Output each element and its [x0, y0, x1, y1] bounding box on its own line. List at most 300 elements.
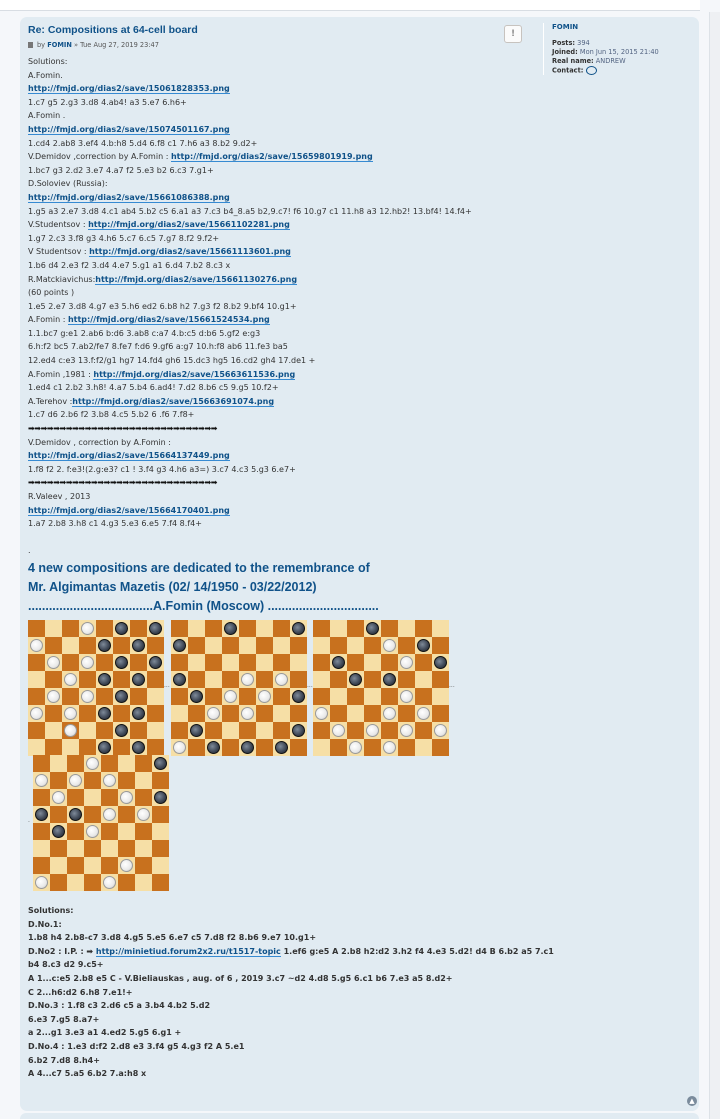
board-square	[256, 671, 273, 688]
content-line: 1.1.bc7 g:e1 2.ab6 b:d6 3.ab8 c:a7 4.b:c5 d:b6 5.gf2 e:g3	[28, 328, 261, 338]
board-square	[79, 637, 96, 654]
post-title[interactable]: Re: Compositions at 64-cell board	[28, 24, 198, 36]
board-square	[398, 688, 415, 705]
board-square	[118, 789, 135, 806]
black-piece	[190, 724, 203, 737]
post-icon[interactable]	[28, 42, 33, 48]
board-square	[432, 654, 449, 671]
board-square	[84, 806, 101, 823]
board-square	[79, 722, 96, 739]
board-square	[205, 705, 222, 722]
board-square	[152, 823, 169, 840]
board-square	[45, 739, 62, 756]
board-square	[79, 654, 96, 671]
board-square	[152, 840, 169, 857]
content-line: 1.e5 2.e7 3.d8 4.g7 e3 5.h6 ed2 6.b8 h2 7.g3 f2 8.b2 9.bf4 10.g1+	[28, 301, 297, 311]
board-square	[364, 705, 381, 722]
board-square	[101, 806, 118, 823]
post-link[interactable]: http://fmjd.org/dias2/save/15061828353.png	[28, 84, 230, 94]
board-square	[364, 671, 381, 688]
board-square	[33, 789, 50, 806]
white-piece	[241, 707, 254, 720]
board-square	[188, 722, 205, 739]
board-square	[67, 806, 84, 823]
board-square	[381, 671, 398, 688]
board-square	[290, 654, 307, 671]
board-square	[152, 874, 169, 891]
board-square	[50, 772, 67, 789]
black-piece	[275, 741, 288, 754]
board-square	[364, 739, 381, 756]
black-piece	[115, 656, 128, 669]
black-piece	[241, 741, 254, 754]
dedication-line: Mr. Algimantas Mazetis (02/ 14/1950 - 03/22/2012)	[28, 579, 317, 594]
post-link[interactable]: http://fmjd.org/dias2/save/15663611536.png	[93, 369, 296, 379]
solution-line: 6.e3 7.g5 8.a7+	[28, 1014, 100, 1024]
board-square	[135, 823, 152, 840]
board-square	[96, 705, 113, 722]
black-piece	[349, 673, 362, 686]
board-square	[67, 840, 84, 857]
board-square	[171, 637, 188, 654]
board-square	[347, 688, 364, 705]
white-piece	[383, 639, 396, 652]
board-square	[101, 789, 118, 806]
board-square	[50, 789, 67, 806]
white-piece	[64, 724, 77, 737]
board-square	[50, 857, 67, 874]
board-square	[45, 722, 62, 739]
separator-dots: ...	[307, 681, 313, 689]
solution-line: 6.b2 7.d8 8.h4+	[28, 1055, 100, 1065]
board-square	[330, 620, 347, 637]
board-square	[313, 722, 330, 739]
board-square	[79, 671, 96, 688]
board-square	[118, 823, 135, 840]
board-square	[432, 671, 449, 688]
board-square	[330, 654, 347, 671]
board-square	[130, 722, 147, 739]
board-square	[79, 705, 96, 722]
board-square	[381, 722, 398, 739]
white-piece	[81, 622, 94, 635]
board-square	[205, 671, 222, 688]
content-line: R.Valeev , 2013	[28, 492, 91, 501]
content-line: 1.b6 d4 2.e3 f2 3.d4 4.e7 5.g1 a1 6.d4 7.b2 8.c3 x	[28, 260, 231, 270]
board-square	[28, 620, 45, 637]
white-piece	[64, 673, 77, 686]
board-square	[330, 705, 347, 722]
content-line: 1.cd4 2.ab8 3.ef4 4.b:h8 5.d4 6.f8 c1 7.h6 a3 8.b2 9.d2+	[28, 138, 258, 148]
white-piece	[224, 690, 237, 703]
board-square	[222, 722, 239, 739]
board-square	[415, 637, 432, 654]
content-line: 1.g5 a3 2.e7 3.d8 4.c1 ab4 5.b2 c5 6.a1 a3 7.c3 b4_8.a5 b2,9.c7! f6 10.g7 c1 11.h8 a3 12.hb2! 13.bf4! 14.f4+	[28, 206, 472, 216]
board-square	[290, 671, 307, 688]
checkers-board-1[interactable]	[28, 620, 164, 756]
board-square	[96, 654, 113, 671]
realname-value: ANDREW	[595, 57, 626, 65]
contact-icon[interactable]	[586, 66, 597, 75]
white-piece	[30, 639, 43, 652]
board-square	[256, 722, 273, 739]
profile-username[interactable]: FOMIN	[552, 23, 579, 31]
checkers-board-3[interactable]	[313, 620, 449, 756]
board-square	[45, 705, 62, 722]
post-author[interactable]: FOMIN	[47, 41, 72, 49]
board-square	[118, 874, 135, 891]
board-square	[273, 688, 290, 705]
board-square	[222, 671, 239, 688]
board-square	[398, 671, 415, 688]
scrollbar[interactable]	[709, 12, 720, 1119]
board-square	[290, 688, 307, 705]
content-line: 1.c7 d6 2.b6 f2 3.b8 4.c5 5.b2 6 .f6 7.f8+	[28, 410, 195, 420]
solution-line: D.No.4 : 1.e3 d:f2 2.d8 e3 3.f4 g5 4.g3 f2 A 5.e1	[28, 1041, 245, 1051]
board-square	[205, 637, 222, 654]
white-piece	[103, 774, 116, 787]
board-square	[205, 654, 222, 671]
content-line: A.Fomin ,1981 :	[28, 369, 94, 379]
board-square	[381, 620, 398, 637]
contact-label: Contact:	[552, 66, 584, 75]
board-square	[171, 722, 188, 739]
board-square	[415, 620, 432, 637]
black-piece	[149, 656, 162, 669]
board-square	[79, 739, 96, 756]
board-square	[290, 722, 307, 739]
post-link[interactable]: http://fmjd.org/dias2/save/15661086388.png	[28, 192, 230, 202]
black-piece	[154, 791, 167, 804]
report-button[interactable]	[504, 25, 522, 43]
board-square	[62, 739, 79, 756]
board-square	[313, 705, 330, 722]
board-square	[84, 772, 101, 789]
post-link[interactable]: http://fmjd.org/dias2/save/15664137449.png	[28, 451, 230, 461]
board-square	[222, 654, 239, 671]
content-line: (60 points )	[28, 288, 75, 298]
board-square	[432, 722, 449, 739]
board-square	[205, 739, 222, 756]
board-square	[84, 823, 101, 840]
board-square	[135, 772, 152, 789]
white-piece	[103, 876, 116, 889]
board-square	[101, 772, 118, 789]
board-square	[188, 654, 205, 671]
black-piece	[115, 724, 128, 737]
solution-line: 1.ef6 g:e5 A 2.b8 h2:d2 3.h2 f4 4.e3 5.d2! d4 B 6.b2 a5 7.c1	[280, 946, 554, 956]
board-square	[135, 840, 152, 857]
board-square	[171, 739, 188, 756]
board-square	[135, 789, 152, 806]
white-piece	[241, 673, 254, 686]
board-square	[273, 637, 290, 654]
white-piece	[47, 656, 60, 669]
board-square	[33, 840, 50, 857]
white-piece	[383, 741, 396, 754]
post-link[interactable]: http://minietiud.forum2x2.ru/t1517-topic	[95, 946, 281, 956]
back-to-top-icon[interactable]: ▲	[687, 1096, 697, 1106]
board-square	[67, 823, 84, 840]
black-piece	[190, 690, 203, 703]
content-line: V.Demidov ,correction by A.Fomin :	[28, 152, 171, 162]
black-piece	[366, 622, 379, 635]
board-square	[313, 637, 330, 654]
board-square	[45, 620, 62, 637]
board-square	[130, 620, 147, 637]
post-link[interactable]: http://fmjd.org/dias2/save/15661130276.png	[95, 274, 298, 284]
board-square	[50, 823, 67, 840]
board-square	[130, 671, 147, 688]
board-square	[313, 739, 330, 756]
white-piece	[400, 656, 413, 669]
white-piece	[35, 876, 48, 889]
post-container	[20, 17, 699, 1111]
content-line: R.Matckiavichus:	[28, 274, 96, 284]
white-piece	[434, 724, 447, 737]
post-date: » Tue Aug 27, 2019 23:47	[73, 41, 159, 49]
board-square	[313, 671, 330, 688]
board-square	[101, 823, 118, 840]
board-square	[290, 705, 307, 722]
board-square	[147, 705, 164, 722]
black-piece	[224, 622, 237, 635]
board-square	[147, 722, 164, 739]
board-diagrams	[28, 620, 538, 895]
board-square	[347, 620, 364, 637]
report-icon: !	[510, 29, 516, 39]
solution-line: D.No.3 : 1.f8 c3 2.d6 c5 a 3.b4 4.b2 5.d2	[28, 1001, 211, 1011]
board-square	[347, 637, 364, 654]
board-square	[28, 671, 45, 688]
board-square	[415, 688, 432, 705]
board-square	[135, 857, 152, 874]
board-square	[113, 637, 130, 654]
white-piece	[86, 757, 99, 770]
board-square	[347, 739, 364, 756]
by-label: by	[37, 41, 46, 49]
board-square	[256, 637, 273, 654]
board-square	[45, 688, 62, 705]
board-square	[398, 722, 415, 739]
board-square	[290, 637, 307, 654]
board-square	[273, 739, 290, 756]
white-piece	[86, 825, 99, 838]
post-link[interactable]: http://fmjd.org/dias2/save/15074501167.png	[28, 124, 230, 134]
board-square	[101, 857, 118, 874]
board-square	[415, 722, 432, 739]
board-square	[381, 637, 398, 654]
board-square	[364, 637, 381, 654]
board-square	[188, 705, 205, 722]
posts-count[interactable]: 394	[577, 39, 590, 47]
board-square	[118, 755, 135, 772]
post-link[interactable]: http://fmjd.org/dias2/save/15661524534.png	[67, 315, 270, 325]
joined-date: Mon Jun 15, 2015 21:40	[579, 48, 659, 56]
board-square	[62, 654, 79, 671]
board-square	[330, 722, 347, 739]
white-piece	[120, 859, 133, 872]
white-piece	[52, 791, 65, 804]
board-square	[432, 637, 449, 654]
board-square	[45, 671, 62, 688]
joined-label: Joined:	[552, 48, 578, 56]
board-square	[79, 620, 96, 637]
board-square	[222, 688, 239, 705]
board-square	[33, 806, 50, 823]
solution-line: C 2...h6:d2 6.h8 7.e1!+	[28, 987, 133, 997]
board-square	[398, 637, 415, 654]
board-square	[239, 688, 256, 705]
board-square	[152, 806, 169, 823]
black-piece	[115, 622, 128, 635]
white-piece	[417, 707, 430, 720]
realname-label: Real name:	[552, 57, 594, 65]
posts-label: Posts:	[552, 39, 576, 47]
board-square	[130, 739, 147, 756]
black-piece	[98, 639, 111, 652]
content-line: A.Fomin .	[28, 111, 66, 121]
black-piece	[35, 808, 48, 821]
board-square	[101, 874, 118, 891]
black-piece	[173, 639, 186, 652]
board-square	[398, 654, 415, 671]
board-square	[415, 671, 432, 688]
white-piece	[275, 673, 288, 686]
next-post	[20, 1113, 699, 1119]
board-square	[152, 772, 169, 789]
black-piece	[149, 622, 162, 635]
board-square	[222, 637, 239, 654]
board-square	[188, 671, 205, 688]
post-link[interactable]: http://fmjd.org/dias2/save/15659801919.png	[170, 152, 373, 162]
user-profile	[543, 23, 702, 75]
board-square	[118, 772, 135, 789]
white-piece	[383, 707, 396, 720]
black-piece	[98, 707, 111, 720]
board-square	[171, 620, 188, 637]
board-square	[118, 806, 135, 823]
white-piece	[207, 707, 220, 720]
white-piece	[400, 690, 413, 703]
white-piece	[173, 741, 186, 754]
black-piece	[115, 690, 128, 703]
board-square	[239, 654, 256, 671]
dedication-line: ....................................A.Fomin (Moscow) ................................	[28, 598, 379, 613]
board-square	[364, 620, 381, 637]
board-square	[290, 739, 307, 756]
board-square	[188, 637, 205, 654]
black-piece	[154, 757, 167, 770]
content-line: V.Demidov , correction by A.Fomin :	[28, 437, 171, 447]
solution-line: D.No.1:	[28, 919, 62, 929]
board-square	[222, 705, 239, 722]
board-square	[188, 739, 205, 756]
board-square	[239, 705, 256, 722]
content-line: 1.a7 2.b8 3.h8 c1 4.g3 5.e3 6.e5 7.f4 8.f4+	[28, 519, 202, 529]
board-square	[28, 739, 45, 756]
post-link[interactable]: http://fmjd.org/dias2/save/15661113601.png	[89, 247, 291, 257]
content-line: V Studentsov :	[28, 247, 90, 257]
top-navbar	[0, 0, 700, 11]
board-square	[33, 857, 50, 874]
post-link[interactable]: http://fmjd.org/dias2/save/15661102281.png	[88, 220, 290, 230]
board-square	[96, 688, 113, 705]
white-piece	[64, 707, 77, 720]
white-piece	[137, 808, 150, 821]
white-piece	[258, 690, 271, 703]
board-square	[130, 705, 147, 722]
board-square	[96, 722, 113, 739]
board-square	[222, 620, 239, 637]
black-piece	[417, 639, 430, 652]
board-square	[113, 705, 130, 722]
board-square	[273, 705, 290, 722]
board-square	[62, 705, 79, 722]
checkers-board-4[interactable]	[33, 755, 169, 891]
white-piece	[332, 724, 345, 737]
board-square	[256, 739, 273, 756]
board-square	[113, 620, 130, 637]
board-square	[222, 739, 239, 756]
board-square	[62, 620, 79, 637]
black-piece	[383, 673, 396, 686]
board-square	[118, 857, 135, 874]
board-square	[28, 637, 45, 654]
board-square	[84, 857, 101, 874]
board-square	[50, 840, 67, 857]
board-square	[347, 671, 364, 688]
board-square	[273, 654, 290, 671]
board-square	[130, 654, 147, 671]
board-square	[398, 620, 415, 637]
solution-line: a 2...g1 3.e3 a1 4.ed2 5.g5 6.g1 +	[28, 1028, 182, 1038]
board-square	[79, 688, 96, 705]
board-square	[130, 637, 147, 654]
board-square	[239, 671, 256, 688]
black-piece	[332, 656, 345, 669]
board-square	[118, 840, 135, 857]
board-square	[205, 722, 222, 739]
board-square	[84, 789, 101, 806]
board-square	[330, 671, 347, 688]
board-square	[50, 874, 67, 891]
content-line: .	[28, 546, 31, 556]
black-piece	[292, 690, 305, 703]
board-square	[96, 739, 113, 756]
board-square	[313, 688, 330, 705]
board-square	[239, 722, 256, 739]
board-square	[84, 755, 101, 772]
board-square	[101, 840, 118, 857]
solution-line: D.No2 : I.P. : ➡	[28, 946, 96, 956]
board-square	[62, 722, 79, 739]
post-link[interactable]: http://fmjd.org/dias2/save/15664170401.png	[28, 505, 230, 515]
board-square	[381, 739, 398, 756]
board-square	[67, 772, 84, 789]
board-square	[364, 688, 381, 705]
content-line: 1.ed4 c1 2.b2 3.h8! 4.a7 5.b4 6.ad4! 7.d2 8.b6 c5 9.g5 10.f2+	[28, 383, 279, 393]
black-piece	[98, 741, 111, 754]
board-square	[147, 688, 164, 705]
post-link[interactable]: http://fmjd.org/dias2/save/15663691074.png	[72, 396, 275, 406]
board-square	[239, 637, 256, 654]
checkers-board-2[interactable]	[171, 620, 307, 756]
board-square	[432, 688, 449, 705]
solution-line: b4 8.c3 d2 9.c5+	[28, 960, 104, 970]
black-piece	[132, 707, 145, 720]
post-body	[28, 23, 554, 1081]
